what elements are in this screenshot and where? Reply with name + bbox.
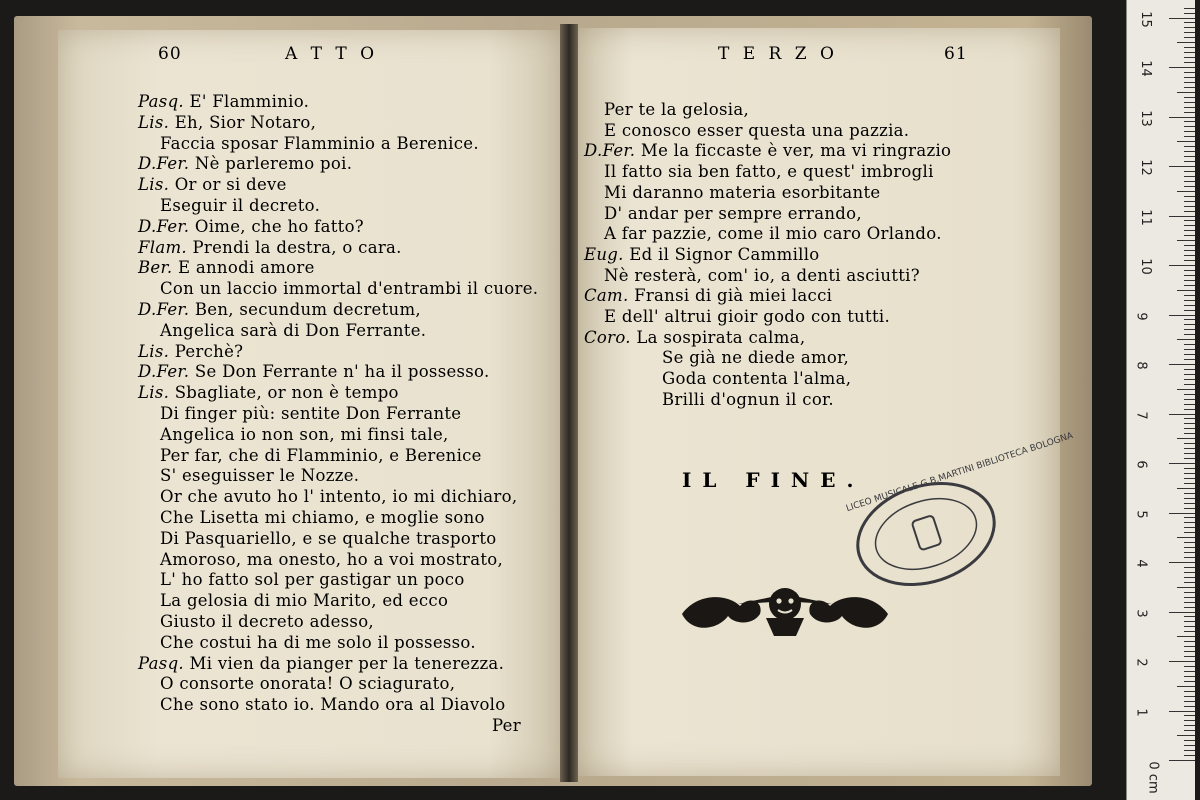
ruler-tick [1184,616,1195,617]
verse-text: S' eseguisser le Nozze. [160,466,360,486]
stamp-text: LICEO MUSICALE G.B.MARTINI BIBLIOTECA BOLOGNA [844,431,1075,515]
text-line [160,134,479,154]
ruler-tick [1184,126,1195,127]
ruler-tick [1184,666,1195,667]
ruler-tick [1184,750,1195,751]
verse-text: E dell' altrui gioir godo con tutti. [604,307,891,326]
ruler-tick [1184,448,1195,449]
ruler-tick [1184,418,1195,419]
text-line [160,570,465,590]
ruler-tick [1184,310,1195,311]
ruler-tick [1169,463,1195,464]
text-line [584,141,951,161]
ruler-tick [1184,607,1195,608]
verse-text: La sospirata calma, [636,327,806,347]
verse-text: Angelica sarà di Don Ferrante. [160,320,427,340]
text-line [604,224,942,244]
ruler-tick [1184,428,1195,429]
ruler-tick [1184,557,1195,558]
speaker-label: Cam. [584,286,629,306]
text-line [584,328,805,348]
ruler-tick [1184,305,1195,306]
text-line [138,342,243,362]
verse-text: Se già ne diede amor, [662,348,850,368]
ruler-tick [1184,186,1195,187]
ruler-tick [1184,87,1195,88]
ruler-tick [1184,275,1195,276]
verse-text: Prendi la destra, o cara. [192,237,402,257]
ruler-tick [1177,42,1195,43]
speaker-label: Lis. [138,112,170,132]
ruler-tick [1184,255,1195,256]
text-line [160,196,320,216]
ruler-tick [1184,433,1195,434]
text-line [160,591,448,611]
ruler-tick [1169,612,1195,613]
ruler-number: 9 [1133,311,1149,321]
verse-text: Che sono stato io. Mando ora al Diavolo [160,695,506,715]
ruler-tick [1184,107,1195,108]
verse-text: Eh, Sior Notaro, [174,112,317,132]
verse-text: L' ho fatto sol per gastigar un poco [160,570,465,590]
ruler-tick [1184,13,1195,14]
ruler-tick [1184,483,1195,484]
ruler-tick [1169,18,1195,19]
ruler-tick [1184,57,1195,58]
ruler-number: 13 [1137,109,1153,127]
ruler-tick [1177,92,1195,93]
text-line [138,238,402,258]
speaker-label: D.Fer. [138,300,190,319]
ruler-tick [1184,572,1195,573]
verse-text: Or che avuto ho l' intento, io mi dichiaro, [160,487,518,507]
text-line [604,162,934,182]
ruler-tick [1169,166,1195,167]
ruler-tick [1184,730,1195,731]
ruler-tick [1184,453,1195,454]
ruler-tick [1184,384,1195,385]
ruler-tick [1184,344,1195,345]
ruler-tick [1184,8,1195,9]
verse-text: O consorte onorata! O sciagurato, [160,674,456,694]
text-line [604,121,909,141]
verse-text: Me la ficcaste è ver, ma vi ringrazio [640,141,952,161]
ruler-tick [1177,488,1195,489]
text-line [160,321,426,341]
ruler-number: 11 [1137,208,1153,226]
text-line [138,154,352,174]
ruler-tick [1177,537,1195,538]
ruler-tick [1184,72,1195,73]
catchword: Per [492,716,521,735]
speaker-label: D.Fer. [138,216,190,236]
text-line [138,654,504,674]
ruler-tick [1184,602,1195,603]
ruler-tick [1184,532,1195,533]
verse-text: Goda contenta l'alma, [662,369,852,389]
text-line [160,633,476,653]
ruler-tick [1184,715,1195,716]
text-line [160,487,517,507]
left-page-number: 60 [158,44,182,64]
verse-text: Brilli d'ognun il cor. [662,389,834,409]
ruler-tick [1177,339,1195,340]
text-line [604,183,880,203]
ruler-tick [1184,225,1195,226]
ruler-tick [1184,47,1195,48]
ruler-tick [1184,334,1195,335]
ruler-tick [1184,196,1195,197]
ruler-tick [1184,131,1195,132]
ruler-tick [1184,671,1195,672]
speaker-label: Pasq. [138,92,184,111]
ruler-tick [1184,324,1195,325]
ruler-tick [1184,592,1195,593]
text-line [160,695,506,715]
verse-text: Se Don Ferrante n' ha il possesso. [194,362,490,382]
verse-text: A far pazzie, come il mio caro Orlando. [604,224,942,244]
ruler-tick [1169,513,1195,514]
text-line [138,92,309,112]
ruler-tick [1184,577,1195,578]
speaker-label: Eug. [584,244,624,264]
ruler-number: 5 [1133,509,1149,519]
ruler-tick [1184,404,1195,405]
verse-text: Giusto il decreto adesso, [160,612,374,631]
verse-text: E conosco esser questa una pazzia. [604,120,910,140]
ruler-tick [1184,552,1195,553]
ruler-tick [1184,82,1195,83]
text-line [138,217,364,237]
ruler-tick [1184,211,1195,212]
ruler-tick [1184,691,1195,692]
ruler-tick [1177,636,1195,637]
text-line [160,612,374,632]
ruler-tick [1169,414,1195,415]
ruler-tick [1184,626,1195,627]
ruler-tick [1184,740,1195,741]
fine-heading: IL FINE. [682,468,865,492]
ruler-tick [1169,315,1195,316]
ruler-number: 4 [1133,559,1149,568]
ruler-tick [1184,706,1195,707]
ruler-tick [1177,686,1195,687]
ruler-tick [1184,681,1195,682]
text-line [160,529,497,549]
verse-text: Che costui ha di me solo il possesso. [160,632,476,652]
verse-text: Eseguir il decreto. [160,196,321,215]
ruler-tick [1184,394,1195,395]
speaker-label: D.Fer. [138,154,190,174]
speaker-label: Ber. [138,258,173,278]
ruler-tick [1184,260,1195,261]
left-running-head: A T T O [285,44,379,64]
ruler-tick [1184,230,1195,231]
ruler-tick [1184,478,1195,479]
ruler-tick [1184,493,1195,494]
verse-text: Di Pasquariello, e se qualche trasporto [160,528,497,548]
ruler-tick [1177,438,1195,439]
ruler-tick [1184,458,1195,459]
text-line [662,369,851,389]
ruler-tick [1184,646,1195,647]
ruler-tick [1184,547,1195,548]
verse-text: Di finger più: sentite Don Ferrante [160,404,462,423]
library-stamp [844,431,1075,598]
ruler-tick [1169,562,1195,563]
ruler-tick [1184,755,1195,756]
ruler-tick [1184,77,1195,78]
ruler-tick [1184,359,1195,360]
verse-text: Nè parleremo poi. [194,154,353,174]
ruler-unit-label: 0 cm [1145,761,1161,794]
text-line [160,466,359,486]
text-line [604,100,749,120]
text-line [160,674,455,694]
ruler-tick [1184,280,1195,281]
speaker-label: D.Fer. [584,141,636,161]
ruler-tick [1184,329,1195,330]
ruler-tick [1184,62,1195,63]
speaker-label: Flam. [138,237,187,257]
ruler-tick [1177,389,1195,390]
text-line [584,286,832,306]
verse-text: Mi vien da pianger per la tenerezza. [189,653,505,673]
verse-text: Or or si deve [174,175,287,195]
ruler-tick [1184,508,1195,509]
ruler-tick [1184,206,1195,207]
ruler-tick [1184,27,1195,28]
ruler-tick [1184,468,1195,469]
verse-text: Con un laccio immortal d'entrambi il cuore. [160,279,539,299]
text-line [160,404,461,424]
ruler-tick [1184,270,1195,271]
ruler-tick [1184,369,1195,370]
text-line [160,446,482,466]
text-line [138,362,490,382]
ruler-tick [1184,503,1195,504]
measurement-ruler [1126,0,1195,800]
ruler-tick [1184,701,1195,702]
ruler-tick [1184,300,1195,301]
ruler-tick [1169,117,1195,118]
ruler-number: 12 [1137,159,1153,176]
ruler-tick [1184,473,1195,474]
ruler-tick [1177,290,1195,291]
ruler-tick [1184,542,1195,543]
ruler-tick [1184,651,1195,652]
text-line [662,348,849,368]
ruler-tick [1169,67,1195,68]
text-line [160,425,449,445]
ruler-tick [1184,146,1195,147]
speaker-label: Coro. [584,327,631,347]
ruler-tick [1184,37,1195,38]
text-line [138,258,315,278]
ruler-tick [1169,661,1195,662]
ruler-tick [1169,760,1195,761]
text-line [160,279,538,299]
verse-text: Angelica io non son, mi finsi tale, [160,424,449,444]
ruler-number: 8 [1133,361,1149,370]
verse-text: La gelosia di mio Marito, ed ecco [160,591,449,611]
text-line [604,204,862,224]
ruler-tick [1184,161,1195,162]
ruler-tick [1184,136,1195,137]
ruler-tick [1184,745,1195,746]
ruler-tick [1169,364,1195,365]
ruler-tick [1184,641,1195,642]
ruler-tick [1184,97,1195,98]
text-line [138,300,421,320]
text-line [160,508,485,528]
ruler-tick [1184,295,1195,296]
text-line [138,383,399,403]
ruler-tick [1184,621,1195,622]
ruler-tick [1184,374,1195,375]
ruler-tick [1184,102,1195,103]
ruler-tick [1184,156,1195,157]
ruler-tick [1184,22,1195,23]
text-line [138,113,316,133]
ruler-tick [1177,735,1195,736]
verse-text: Per te la gelosia, [604,100,750,119]
ruler-tick [1184,220,1195,221]
ruler-tick [1184,112,1195,113]
verse-text: Sbagliate, or non è tempo [174,383,399,403]
verse-text: Che Lisetta mi chiamo, e moglie sono [160,508,485,527]
ruler-tick [1184,676,1195,677]
verse-text: Faccia sposar Flamminio a Berenice. [160,133,479,153]
ruler-number: 1 [1133,707,1149,717]
ruler-tick [1184,235,1195,236]
ruler-tick [1184,582,1195,583]
ruler-tick [1177,141,1195,142]
verse-text: Per far, che di Flamminio, e Berenice [160,445,482,465]
ruler-tick [1184,498,1195,499]
ruler-tick [1177,587,1195,588]
ruler-tick [1184,720,1195,721]
ruler-tick [1184,631,1195,632]
ruler-tick [1184,522,1195,523]
speaker-label: Lis. [138,383,170,403]
verse-text: Fransi di già miei lacci [634,286,833,306]
verse-text: Nè resterà, com' io, a denti asciutti? [604,265,920,285]
text-line [662,390,834,410]
verse-text: D' andar per sempre errando, [604,203,862,223]
text-line [604,307,890,327]
verse-text: E' Flamminio. [189,92,310,111]
ruler-tick [1184,656,1195,657]
ruler-tick [1169,711,1195,712]
ruler-tick [1184,285,1195,286]
text-line [160,550,503,570]
ruler-tick [1184,250,1195,251]
verse-text: Perchè? [174,341,244,361]
ruler-tick [1184,245,1195,246]
verse-text: Mi daranno materia esorbitante [604,182,881,202]
verse-text: Oime, che ho fatto? [194,216,364,236]
ruler-number: 2 [1133,658,1149,667]
ruler-tick [1184,443,1195,444]
ruler-tick [1184,349,1195,350]
ruler-tick [1184,696,1195,697]
verse-text: Ben, secundum decretum, [194,300,421,319]
speaker-label: Pasq. [138,653,184,673]
ruler-tick [1184,181,1195,182]
ruler-tick [1184,399,1195,400]
ruler-tick [1184,319,1195,320]
verse-text: Il fatto sia ben fatto, e quest' imbrogli [604,162,934,182]
ruler-number: 6 [1133,460,1149,469]
ruler-number: 7 [1133,410,1149,420]
ruler-number: 14 [1137,60,1153,77]
ruler-tick [1184,527,1195,528]
ruler-tick [1184,597,1195,598]
speaker-label: D.Fer. [138,362,190,382]
speaker-label: Lis. [138,175,170,195]
ruler-tick [1184,409,1195,410]
ruler-tick [1184,517,1195,518]
ruler-tick [1184,423,1195,424]
verse-text: Amoroso, ma onesto, ho a voi mostrato, [160,549,504,569]
ruler-tick [1184,567,1195,568]
ruler-number: 3 [1133,608,1149,618]
verse-text: E annodi amore [177,258,315,278]
verse-text: Ed il Signor Cammillo [629,244,820,264]
ruler-tick [1184,151,1195,152]
ruler-tick [1169,265,1195,266]
ruler-tick [1184,725,1195,726]
speaker-label: Lis. [138,341,170,361]
ruler-tick [1184,176,1195,177]
ruler-tick [1184,379,1195,380]
book-gutter [560,24,578,782]
ruler-tick [1184,201,1195,202]
ruler-tick [1177,191,1195,192]
ruler-tick [1184,354,1195,355]
ruler-tick [1184,32,1195,33]
ruler-tick [1184,171,1195,172]
text-line [584,245,820,265]
text-line [138,175,287,195]
ruler-number: 15 [1137,10,1153,28]
ruler-tick [1184,52,1195,53]
ruler-tick [1169,216,1195,217]
text-line [604,266,920,286]
ruler-tick [1177,240,1195,241]
right-running-head: T E R Z O [718,44,838,64]
ruler-number: 10 [1137,258,1153,275]
right-page-number: 61 [944,44,968,64]
ruler-tick [1184,121,1195,122]
